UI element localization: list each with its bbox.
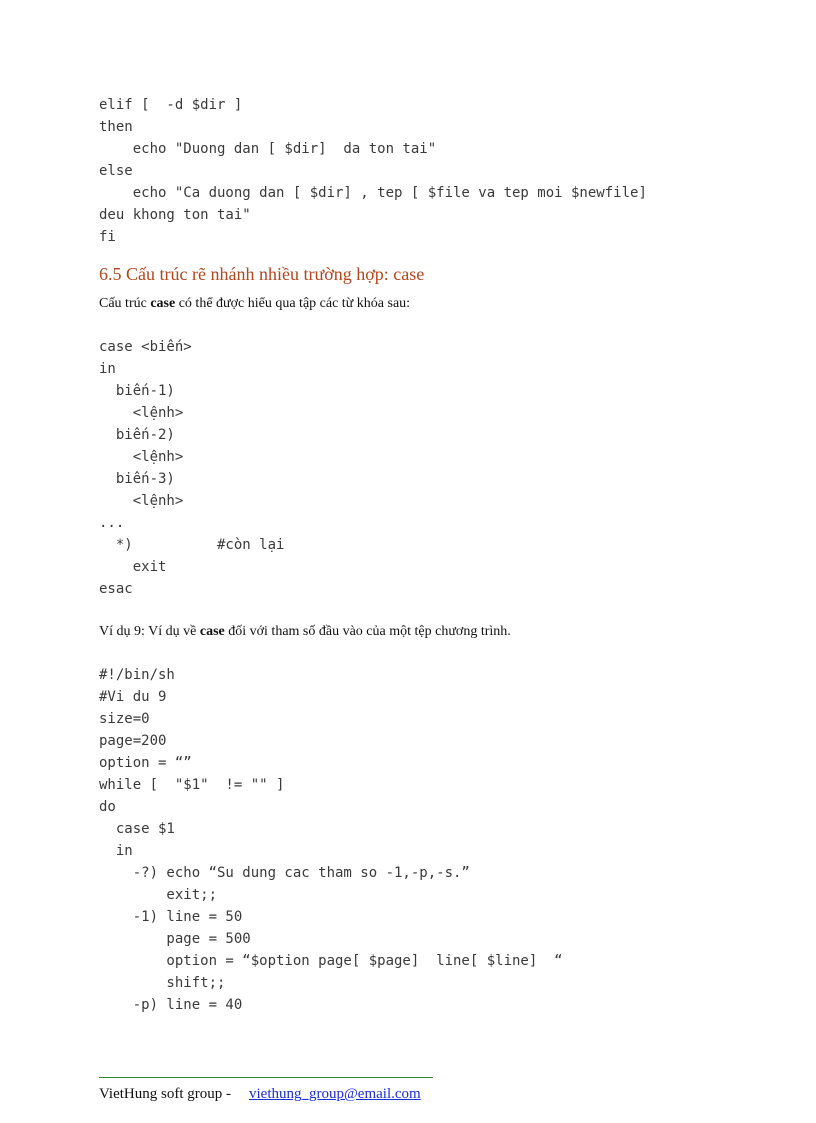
code-block-case-syntax [99,336,284,600]
example-prefix: Ví dụ 9: Ví dụ về [99,624,200,639]
code-block-example [99,664,563,1016]
code-line: biến-3) [99,471,175,487]
code-line: else [99,163,133,179]
code-line: ... [99,515,125,531]
code-line: echo "Ca duong dan [ $dir] , tep [ $file va tep moi $newfile] [99,185,647,201]
code-line: -1) line = 50 [99,909,243,925]
section-intro [99,296,410,312]
example-caption [99,624,511,640]
footer-divider [99,1077,433,1078]
code-line: esac [99,581,133,597]
code-line: page = 500 [99,931,251,947]
code-line: fi [99,229,116,245]
example-suffix: đối với tham số đầu vào của một tệp chương trình. [224,624,511,639]
code-line: elif [ -d $dir ] [99,97,243,113]
code-line: <lệnh> [99,493,184,509]
intro-prefix: Cấu trúc [99,296,151,311]
code-line: page=200 [99,733,167,749]
intro-keyword: case [150,296,176,311]
code-line: shift;; [99,975,226,991]
footer-group: VietHung soft group - [99,1086,231,1102]
code-line: case <biến> [99,339,192,355]
code-line: exit;; [99,887,218,903]
code-line: case $1 [99,821,175,837]
code-line: size=0 [99,711,150,727]
code-block-top [99,94,647,248]
code-line: -?) echo “Su dung cac tham so -1,-p,-s.” [99,865,470,881]
code-line: option = “” [99,755,192,771]
code-line: exit [99,559,167,575]
code-line: deu khong ton tai" [99,207,251,223]
code-line: *) #còn lại [99,537,285,553]
code-line: biến-1) [99,383,175,399]
code-line: option = “$option page[ $page] line[ $line] “ [99,953,563,969]
page-footer [99,1086,421,1103]
code-line: then [99,119,133,135]
intro-suffix: có thể được hiểu qua tập các từ khóa sau: [175,296,411,311]
code-line: do [99,799,116,815]
code-line: <lệnh> [99,405,184,421]
code-line: biến-2) [99,427,175,443]
code-line: #Vi du 9 [99,689,167,705]
code-line: <lệnh> [99,449,184,465]
section-heading: 6.5 Cấu trúc rẽ nhánh nhiều trường hợp: case [99,264,425,284]
footer-email-link[interactable]: viethung_group@email.com [249,1086,421,1102]
code-line: #!/bin/sh [99,667,175,683]
code-line: echo "Duong dan [ $dir] da ton tai" [99,141,437,157]
code-line: -p) line = 40 [99,997,243,1013]
example-keyword: case [199,624,225,639]
code-line: in [99,361,116,377]
code-line: while [ "$1" != "" ] [99,777,285,793]
code-line: in [99,843,133,859]
